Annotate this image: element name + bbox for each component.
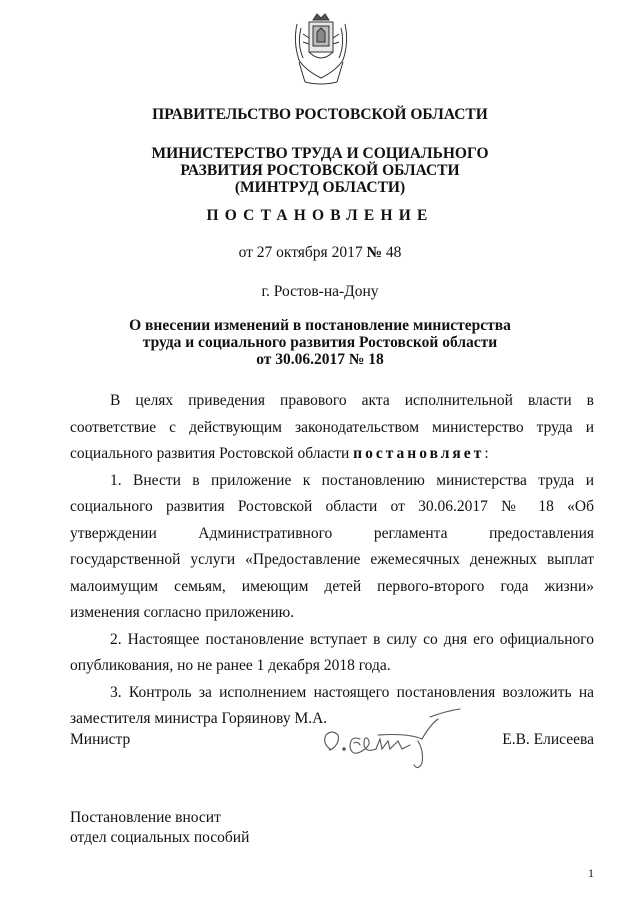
footer-line: отдел социальных пособий <box>70 829 250 846</box>
ministry-line: РАЗВИТИЯ РОСТОВСКОЙ ОБЛАСТИ <box>180 162 460 179</box>
decree-number: 48 <box>382 244 402 261</box>
number-sign: № <box>366 244 383 261</box>
item-3-paragraph: 3. Контроль за исполнением настоящего постановления возложить на заместителя министра Горяинову М.А. <box>70 683 594 727</box>
signer-position: Министр <box>70 731 131 748</box>
signer-name: Е.В. Елисеева <box>502 731 594 748</box>
subject-line: от 30.06.2017 № 18 <box>256 351 384 368</box>
subject-line: О внесении изменений в постановление министерства <box>129 317 511 334</box>
decree-date-number <box>0 244 640 262</box>
intro-text: В целях приведения правового акта исполнительной власти в соответствие с действующим законодательством министерство труда и социального развития Ростовской области <box>70 392 594 462</box>
document-type: ПОСТАНОВЛЕНИЕ <box>206 207 434 224</box>
resolves-word: постановляет <box>353 445 485 462</box>
intro-end: : <box>484 445 489 462</box>
footer-note <box>70 808 249 848</box>
ministry-line: (МИНТРУД ОБЛАСТИ) <box>234 179 406 196</box>
footer-line: Постановление вносит <box>70 809 221 826</box>
intro-paragraph <box>70 388 594 468</box>
government-title: ПРАВИТЕЛЬСТВО РОСТОВСКОЙ ОБЛАСТИ <box>152 106 488 123</box>
coat-of-arms-emblem <box>291 12 351 88</box>
ministry-line: МИНИСТЕРСТВО ТРУДА И СОЦИАЛЬНОГО <box>151 145 489 162</box>
decree-body <box>70 388 594 733</box>
item-2-paragraph: 2. Настоящее постановление вступает в силу со дня его официального опубликования, но не ранее 1 декабря 2018 года. <box>70 630 594 674</box>
handwritten-signature <box>318 705 468 775</box>
decree-subject <box>0 317 640 368</box>
ministry-name <box>0 145 640 196</box>
decree-date: от 27 октября 2017 <box>238 244 367 261</box>
item-1-paragraph: 1. Внести в приложение к постановлению министерства труда и социального развития Ростовской области от 30.06.2017 № 18 «Об утверждении Административного регламента предоставления государственной услуги «Предоставление ежемесячных денежных выплат малоимущим семьям, имеющим детей первого-второго года жизни» изменения согласно приложению. <box>70 471 594 621</box>
city: г. Ростов-на-Дону <box>261 283 379 300</box>
page-number: 1 <box>588 866 594 880</box>
subject-line: труда и социального развития Ростовской области <box>142 334 498 351</box>
